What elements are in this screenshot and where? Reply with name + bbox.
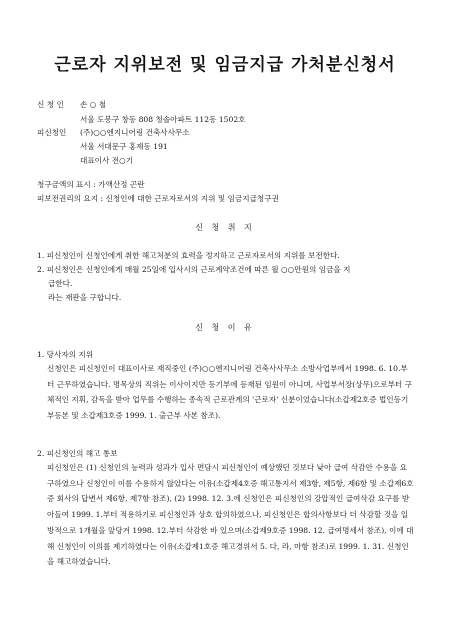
reason-heading: 신 청 이 유 [195, 323, 255, 332]
reason-1-body: 신청인은 피신청인이 대표이사로 재직중인 (주)○○엔지니어링 건축사사무소 소방사업부에서 1998. 6. 10.부터 근무하였습니다. 명목상의 직위는 이사이지만 등기부에 등재된 임원이 아니며, 사업부서장(상무)으로부터 구체적인 지휘, 감독을 받아 업무를 수행하는 종속적 근로관계의 '근로자' 신분이었습니다(소갑제2호증 법인등기부등본 및 소갑제3호증 1999. 1. 출근부 사본 참조). [47, 364, 412, 421]
purpose-heading: 신 청 취 지 [195, 223, 255, 232]
respondent-label: 피신청인 [37, 128, 67, 137]
applicant-name: 손 ○ 철 [80, 100, 107, 109]
respondent-representative: 대표이사 전○기 [80, 156, 134, 165]
reason-2-title: 2. 피신청인의 해고 통보 [37, 449, 118, 458]
purpose-item-2-continued: 급한다. [48, 279, 73, 288]
applicant-address: 서울 도봉구 창동 808 청솔아파트 112동 1502호 [80, 115, 246, 124]
claim-amount: 청구금액의 표시 : 가액산정 곤란 [37, 180, 145, 189]
purpose-item-2: 2. 피신청인은 신청인에게 매월 25일에 입사시의 근로계약조건에 따른 월 ○○만원의 임금을 지 [37, 265, 351, 274]
document-title: 근로자 지위보전 및 임금지급 가처분신청서 [54, 55, 396, 75]
applicant-label: 신 청 인 [37, 100, 64, 109]
purpose-closing: 라는 재판을 구합니다. [48, 293, 122, 302]
reason-1-title: 1. 당사자의 지위 [37, 350, 94, 359]
respondent-name: (주)○○엔지니어링 건축사사무소 [80, 128, 190, 137]
respondent-address: 서울 서대문구 홍제동 191 [80, 142, 168, 151]
reason-2-body: 피신청인은 (1) 신청인의 능력과 성과가 입사 면담시 피신청인이 예상했던 것보다 낮아 급여 삭감안 수용을 요구하였으나 신청인이 이를 수용하지 않았다는 이유(소갑제4호증 해고통지서 제3항, 제5항, 제6항 및 소갑제6호증 회사의 답변서 제6항, 제7항 참조), (2) 1998. 12. 3.에 신청인은 피신청인의 강압적인 급여삭감 요구를 받아들여 1999. 1.부터 적용하기로 피신청인과 상호 합의하였으나, 피신청인은 합의사항보다 더 삭감할 것을 일방적으로 1개월을 앞당겨 1998. 12.부터 삭감한 바 있으며(소갑제9호증 1998. 12. 급여명세서 참조), 이에 대해 신청인이 이의를 제기하였다는 이유(소갑제1호증 해고경위서 5. 다, 라, 마항 참조)로 1999. 1. 31. 신청인을 해고하였습니다. [47, 463, 414, 567]
purpose-item-1: 1. 피신청인이 신청인에게 취한 해고처분의 효력을 정지하고 근로자로서의 지위를 보전한다. [37, 251, 340, 260]
preserved-right: 피보전권리의 요지 : 신청인에 대한 근로자로서의 지위 및 임금지급청구권 [37, 194, 279, 203]
